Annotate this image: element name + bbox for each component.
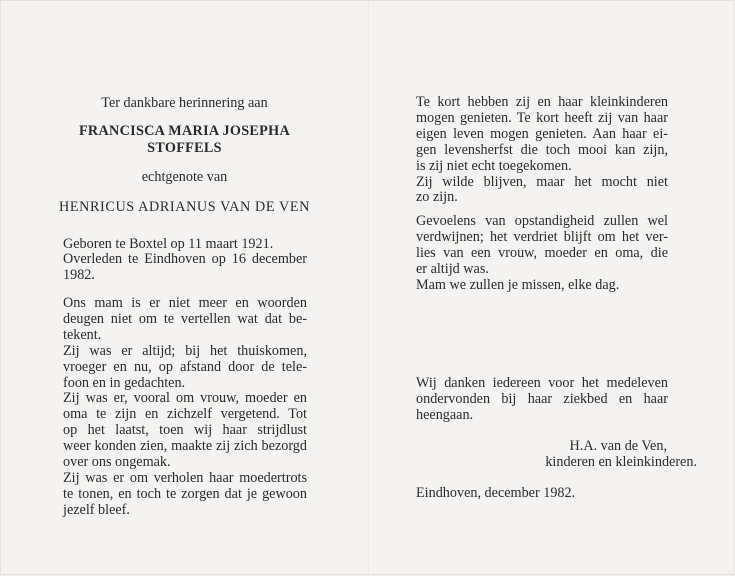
text-line: te tonen, en toch te zorgen dat je gewoon: [63, 485, 307, 502]
signature-family: kinderen en kleinkinderen.: [545, 454, 697, 470]
text-line: is zij niet echt toegekomen.: [416, 157, 572, 174]
death-info-line1: Overleden te Eindhoven op 16 december: [63, 251, 307, 267]
card-fold: [368, 1, 370, 576]
text-line: Te kort hebben zij en haar kleinkinderen: [416, 94, 668, 110]
deceased-name-line1: FRANCISCA MARIA JOSEPHA: [78, 123, 291, 139]
text-line: vroeger en nu, op afstand door de tele-: [63, 358, 307, 375]
text-line: tekent.: [63, 326, 102, 343]
text-line: lies van een vrouw, moeder en oma, die: [416, 244, 668, 261]
text-line: mogen genieten. Te kort heeft zij van haar: [416, 109, 668, 126]
text-line: weer konden zien, maakte zij zich bezorgd: [63, 438, 307, 455]
right-paragraph-2: [416, 214, 668, 294]
text-line: Zij was er altijd; bij het thuiskomen,: [63, 342, 307, 359]
text-line: Zij wilde blijven, maar het mocht niet: [416, 173, 668, 190]
place-date: Eindhoven, december 1982.: [416, 485, 576, 501]
text-line: zo zijn.: [416, 189, 458, 206]
text-line: Wij danken iedereen voor het medeleven: [416, 375, 668, 391]
text-line: oma te zijn en zichzelf vergetend. Tot: [63, 406, 307, 423]
text-line: ondervonden bij haar ziekbed en haar: [416, 390, 668, 407]
text-line: heengaan.: [416, 406, 474, 423]
text-line: Mam we zullen je missen, elke dag.: [416, 276, 620, 293]
text-line: Ons mam is er niet meer en woorden: [63, 295, 307, 311]
text-line: gen levensherfst die toch mooi kan zijn,: [416, 141, 668, 158]
deceased-name-line2: STOFFELS: [147, 140, 222, 156]
signature-name: H.A. van de Ven,: [569, 438, 667, 454]
text-line: jezelf bleef.: [63, 501, 130, 518]
death-info-line2: 1982.: [63, 266, 95, 283]
text-line: Zij was er, vooral om vrouw, moeder en: [63, 390, 307, 407]
text-line: op het laatst, toen wij haar strijdlust: [63, 422, 307, 439]
text-line: over ons ongemak.: [63, 454, 171, 471]
birth-info: Geboren te Boxtel op 11 maart 1921.: [63, 236, 274, 252]
text-line: Zij was er om verholen haar moedertrots: [63, 469, 307, 486]
text-line: deugen niet om te vertellen wat dat be-: [63, 310, 307, 327]
text-line: verdwijnen; het verdriet blijft om het ver-: [416, 228, 668, 245]
left-paragraph: [63, 296, 307, 519]
thanks-paragraph: [416, 376, 668, 424]
text-line: foon en in gedachten.: [63, 374, 186, 391]
text-line: er altijd was.: [416, 260, 489, 277]
text-line: eigen leven mogen genieten. Aan haar ei-: [416, 125, 668, 142]
spouse-intro: echtgenote van: [141, 169, 228, 185]
death-info: [63, 252, 307, 284]
right-paragraph-1: [416, 95, 668, 206]
intro-text: Ter dankbare herinnering aan: [101, 95, 268, 111]
spouse-name: HENRICUS ADRIANUS VAN DE VEN: [59, 199, 310, 215]
text-line: Gevoelens van opstandigheid zullen wel: [416, 213, 668, 229]
